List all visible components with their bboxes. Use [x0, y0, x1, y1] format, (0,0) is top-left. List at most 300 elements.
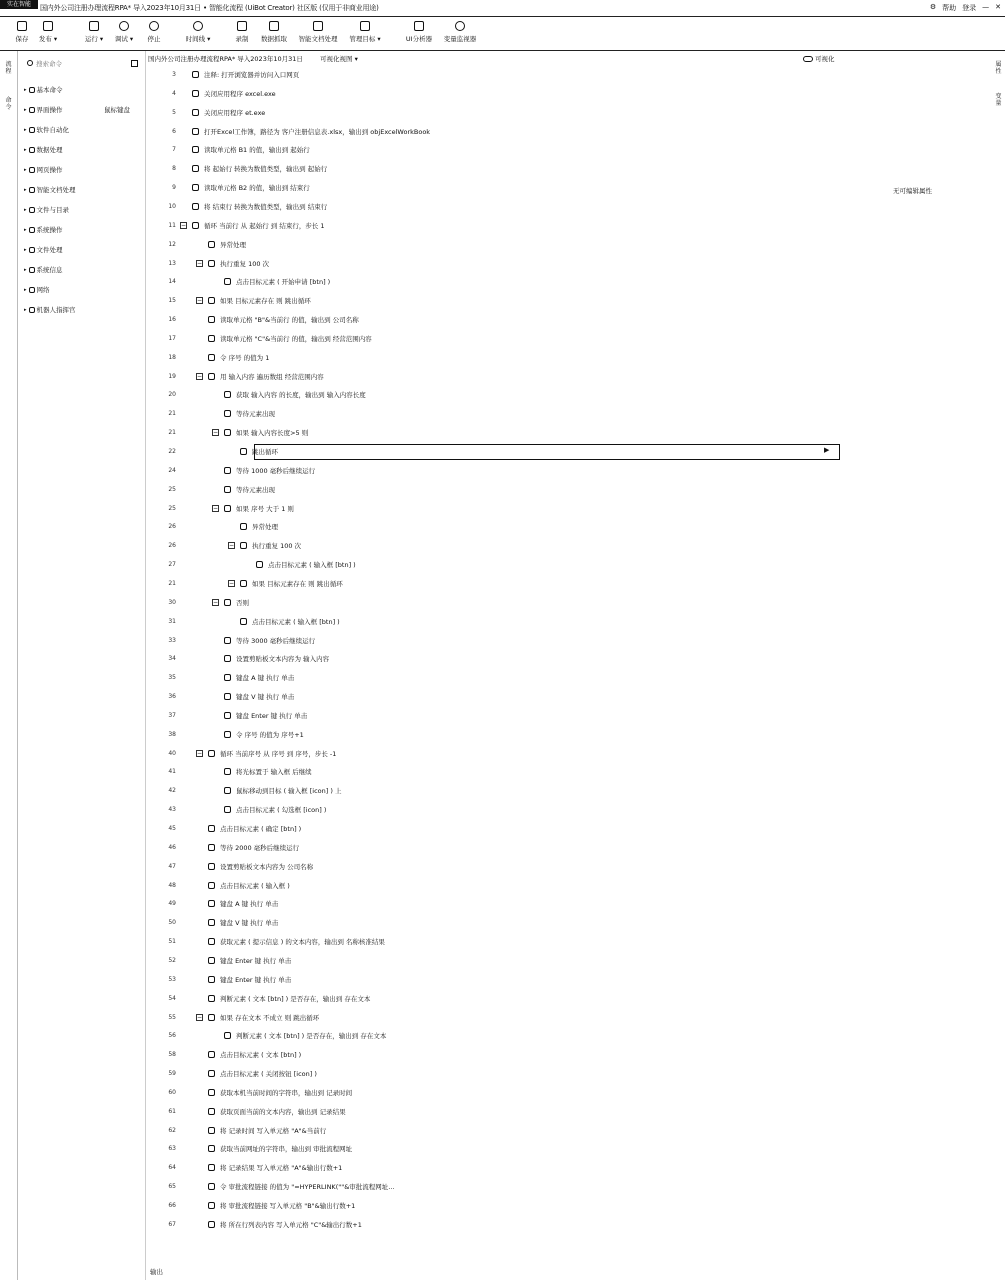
login-button[interactable]: 登录: [962, 4, 977, 12]
help-button[interactable]: 帮助: [942, 4, 957, 12]
command-icon: [208, 1051, 215, 1058]
step-text: 关闭应用程序 excel.exe: [204, 89, 276, 98]
line-number: 62: [168, 1126, 176, 1134]
step-text: 循环 当前行 从 起始行 到 结束行，步长 1: [204, 221, 325, 230]
flow-step[interactable]: [148, 349, 848, 368]
command-icon: [208, 1221, 215, 1228]
right-rail-tab-variables[interactable]: 变量: [995, 93, 1002, 107]
command-icon: [192, 128, 199, 135]
line-number: 43: [168, 806, 176, 814]
line-number: 42: [168, 787, 176, 795]
ui-analyzer-button[interactable]: UI分析器: [399, 19, 439, 49]
line-number: 60: [168, 1088, 176, 1096]
step-text: 注释: 打开浏览器并访问入口网页: [204, 71, 300, 79]
command-category[interactable]: [24, 125, 69, 134]
debug-button[interactable]: 调试 ▾: [104, 19, 144, 49]
flow-step[interactable]: [148, 1009, 848, 1028]
filter-icon[interactable]: [131, 60, 138, 67]
command-search: [22, 58, 140, 70]
step-text: 关闭应用程序 et.exe: [204, 108, 266, 117]
save-button[interactable]: 保存: [2, 19, 42, 49]
step-text: 执行重复 100 次: [220, 259, 270, 268]
flow-step[interactable]: [148, 1122, 848, 1141]
flow-step[interactable]: [148, 1140, 848, 1159]
flow-step[interactable]: [148, 613, 848, 632]
command-category-label: 系统信息: [36, 266, 63, 274]
command-icon: [208, 1089, 215, 1096]
line-number: 21: [168, 579, 176, 587]
command-category-label: 文件处理: [36, 246, 63, 254]
step-text: 获取页面当前的文本内容，输出到 记录结果: [220, 1107, 346, 1116]
line-number: 22: [168, 448, 176, 455]
step-text: 读取单元格 B2 的值，输出到 结束行: [204, 184, 310, 193]
flow-step[interactable]: [148, 481, 848, 500]
left-rail: [0, 51, 18, 1280]
help-icon[interactable]: ⚙: [929, 3, 937, 11]
command-category[interactable]: [24, 105, 63, 114]
data-capture-button[interactable]: 数据抓取: [254, 19, 294, 49]
command-icon: [192, 146, 199, 153]
publish-button[interactable]: 发布 ▾: [28, 19, 68, 49]
web-icon: [29, 167, 35, 173]
step-text: 点击目标元素 ( 输入框 [btn] ): [268, 561, 356, 570]
command-icon: [224, 467, 231, 474]
flow-step[interactable]: [148, 386, 848, 405]
command-category[interactable]: [24, 265, 63, 274]
flow-step-selected[interactable]: [148, 443, 848, 462]
system-icon: [29, 227, 35, 233]
folder-icon: [29, 207, 35, 213]
collapse-toggle-icon[interactable]: −: [197, 259, 203, 267]
step-text: 设置剪贴板文本内容为 公司名称: [220, 862, 314, 871]
flow-step[interactable]: [148, 632, 848, 651]
line-number: 33: [168, 636, 176, 644]
flow-step[interactable]: [148, 858, 848, 877]
record-button[interactable]: 录制: [222, 19, 262, 49]
command-category-label: 网页操作: [36, 166, 63, 174]
line-number: 27: [168, 561, 176, 569]
smart-doc-button[interactable]: 智能文档处理: [298, 19, 338, 49]
line-number: 40: [168, 749, 176, 757]
flow-step[interactable]: [148, 801, 848, 820]
chevron-right-icon: ▸: [24, 186, 27, 193]
step-text: 等待元素出现: [236, 485, 275, 494]
step-text: 将光标置于 输入框 后继续: [236, 768, 312, 777]
line-number: 16: [168, 316, 176, 324]
step-text: 判断元素 ( 文本 [btn] ) 是否存在，输出到 存在文本: [220, 994, 371, 1003]
flow-step[interactable]: [148, 1027, 848, 1046]
step-text: 判断元素 ( 文本 [btn] ) 是否存在，输出到 存在文本: [236, 1032, 387, 1041]
command-icon: [208, 1164, 215, 1171]
step-text: 将 结束行 转换为数值类型，输出到 结束行: [204, 202, 328, 211]
breadcrumb-path[interactable]: 国内外公司注册办理流程RPA* 导入2023年10月31日: [148, 55, 303, 63]
step-text: 点击目标元素 ( 开始申请 [btn] ): [236, 278, 331, 287]
line-number: 55: [168, 1013, 176, 1021]
line-number: 38: [168, 730, 176, 738]
collapse-toggle-icon[interactable]: −: [197, 297, 203, 305]
flow-step[interactable]: [148, 895, 848, 914]
flow-step[interactable]: [148, 1197, 848, 1216]
command-icon: [208, 1202, 215, 1209]
step-text: 令 序号 的值为 序号+1: [236, 730, 304, 739]
line-number: 15: [168, 297, 176, 305]
step-text: 键盘 Enter 键 执行 单击: [220, 975, 292, 984]
step-text: 如果 目标元素存在 则 跳出循环: [220, 297, 311, 306]
line-number: 19: [168, 372, 176, 380]
left-rail-tab-flow[interactable]: 流程: [5, 61, 12, 75]
ui-analyzer-icon: [414, 21, 424, 31]
step-text: 设置剪贴板文本内容为 输入内容: [236, 655, 330, 664]
collapse-toggle-icon[interactable]: −: [229, 579, 235, 587]
title-bar: [0, 0, 1005, 17]
command-icon: [208, 241, 215, 248]
step-text: 如果 输入内容长度>5 则: [236, 429, 309, 438]
flow-step[interactable]: [148, 688, 848, 707]
line-number: 50: [168, 919, 176, 927]
no-properties-text: 无可编辑属性: [893, 187, 932, 195]
collapse-toggle-icon[interactable]: −: [197, 749, 203, 757]
data-capture-icon: [269, 21, 279, 31]
software-icon: [29, 127, 35, 133]
flow-step[interactable]: [148, 255, 848, 274]
flow-step[interactable]: [148, 236, 848, 255]
flow-step[interactable]: [148, 763, 848, 782]
view-selector[interactable]: 可视化视图 ▾: [320, 55, 358, 63]
chevron-right-icon: ▸: [24, 286, 27, 293]
flow-step[interactable]: [148, 179, 848, 198]
flow-step[interactable]: [148, 594, 848, 613]
line-number: 53: [168, 975, 176, 983]
command-icon: [224, 768, 231, 775]
command-icon: [224, 712, 231, 719]
command-search-input[interactable]: [36, 58, 126, 70]
step-text: 如果 序号 大于 1 则: [236, 504, 294, 513]
line-number: 31: [168, 617, 176, 625]
right-rail: [991, 51, 1005, 1280]
line-number: 65: [168, 1183, 176, 1191]
var-monitor-icon: [455, 21, 465, 31]
flow-step[interactable]: [148, 500, 848, 519]
command-icon: [208, 1183, 215, 1190]
step-text: 键盘 A 键 执行 单击: [236, 674, 295, 683]
step-text: 将 记录时间 写入单元格 "A"&当前行: [220, 1126, 327, 1135]
command-icon: [224, 731, 231, 738]
flow-step[interactable]: [148, 123, 848, 142]
flow-step[interactable]: [148, 556, 848, 575]
flow-step[interactable]: [148, 782, 848, 801]
step-text: 获取 输入内容 的长度，输出到 输入内容长度: [236, 391, 366, 400]
flow-step[interactable]: [148, 311, 848, 330]
command-icon: [208, 882, 215, 889]
collapse-toggle-icon[interactable]: −: [213, 504, 219, 512]
ui-icon: [29, 107, 35, 113]
flow-step[interactable]: [148, 405, 848, 424]
timeline-button[interactable]: 时间线 ▾: [178, 19, 218, 49]
command-icon: [224, 693, 231, 700]
line-number: 25: [168, 504, 176, 512]
command-icon: [208, 957, 215, 964]
command-icon: [208, 1070, 215, 1077]
command-icon: [192, 109, 199, 116]
collapse-toggle-icon[interactable]: −: [213, 429, 219, 437]
visual-toggle[interactable]: 可视化: [803, 54, 835, 63]
flow-step[interactable]: [148, 933, 848, 952]
run-icon: [89, 21, 99, 31]
flow-step[interactable]: [148, 66, 848, 85]
line-number: 13: [168, 259, 176, 267]
close-button[interactable]: ✕: [995, 3, 1001, 11]
collapse-toggle-icon[interactable]: −: [229, 542, 235, 550]
chevron-right-icon: ▸: [24, 246, 27, 253]
command-icon: [224, 637, 231, 644]
chevron-right-icon: ▸: [24, 126, 27, 133]
step-text: 键盘 V 键 执行 单击: [236, 693, 295, 702]
command-icon: [224, 655, 231, 662]
flow-step[interactable]: [148, 914, 848, 933]
step-text: 将 起始行 转换为数值类型，输出到 起始行: [204, 165, 328, 174]
line-number: 21: [168, 410, 176, 418]
line-number: 26: [168, 542, 176, 550]
toggle-switch-icon: [803, 56, 813, 62]
command-category[interactable]: [24, 205, 69, 214]
flow-step[interactable]: [148, 217, 848, 236]
flow-step[interactable]: [148, 537, 848, 556]
command-icon: [224, 787, 231, 794]
line-number: 30: [168, 598, 176, 606]
info-icon: [29, 267, 35, 273]
stop-icon: [149, 21, 159, 31]
flow-step[interactable]: [148, 726, 848, 745]
flow-step[interactable]: [148, 104, 848, 123]
flow-step[interactable]: [148, 273, 848, 292]
flow-step[interactable]: [148, 292, 848, 311]
run-to-here-icon[interactable]: ▶: [824, 446, 830, 454]
save-icon: [17, 21, 27, 31]
step-text: 等待 2000 毫秒后继续运行: [220, 843, 300, 852]
collapse-toggle-icon[interactable]: −: [197, 372, 203, 380]
command-category[interactable]: [24, 145, 63, 154]
chevron-right-icon: ▸: [24, 86, 27, 93]
clock-icon: [193, 21, 203, 31]
flow-step[interactable]: [148, 462, 848, 481]
flow-step[interactable]: [148, 1216, 848, 1235]
command-icon: [208, 373, 215, 380]
line-number: 52: [168, 956, 176, 964]
line-number: 24: [168, 466, 176, 474]
flow-step[interactable]: [148, 707, 848, 726]
step-text: 获取当前网址的字符串，输出到 审批流程网址: [220, 1145, 353, 1154]
record-icon: [237, 21, 247, 31]
flow-step[interactable]: [148, 839, 848, 858]
line-number: 45: [168, 825, 176, 832]
flow-step[interactable]: [148, 1103, 848, 1122]
step-text: 等待元素出现: [236, 410, 275, 419]
command-icon: [208, 1014, 215, 1021]
flow-step[interactable]: [148, 160, 848, 179]
flow-step[interactable]: [148, 1178, 848, 1197]
command-icon: [224, 410, 231, 417]
command-icon: [208, 1108, 215, 1115]
flow-step[interactable]: [148, 1065, 848, 1084]
command-icon: [192, 71, 199, 78]
command-icon: [224, 806, 231, 813]
step-text: 键盘 Enter 键 执行 单击: [236, 711, 308, 720]
collapse-toggle-icon[interactable]: −: [181, 221, 187, 229]
flow-step[interactable]: [148, 141, 848, 160]
output-panel-tab[interactable]: 输出: [150, 1268, 163, 1276]
step-text: 循环 当前序号 从 序号 到 序号，步长 -1: [220, 749, 337, 758]
step-text: 点击目标元素 ( 文本 [btn] ): [220, 1051, 302, 1060]
step-text: 打开Excel工作簿，路径为 客户注册信息表.xlsx，输出到 objExcelWorkBook: [204, 127, 431, 136]
command-subcategory[interactable]: 鼠标键盘: [104, 106, 130, 114]
line-number: 18: [168, 353, 176, 361]
flow-step[interactable]: [148, 1084, 848, 1103]
step-text: 键盘 Enter 键 执行 单击: [220, 956, 292, 965]
ribbon-toolbar: [0, 17, 1005, 51]
step-text: 将 所在行列表内容 写入单元格 "C"&输出行数+1: [220, 1220, 362, 1229]
step-text: 如果 目标元素存在 则 跳出循环: [252, 579, 343, 588]
flow-step[interactable]: [148, 368, 848, 387]
collapse-toggle-icon[interactable]: −: [213, 598, 219, 606]
command-icon: [192, 90, 199, 97]
flow-step[interactable]: [148, 669, 848, 688]
chevron-right-icon: ▸: [24, 306, 27, 313]
step-text: 鼠标移动到目标 ( 输入框 [icon] ) 上: [236, 787, 342, 796]
line-number: 48: [168, 881, 176, 889]
command-icon: [224, 674, 231, 681]
line-number: 34: [168, 655, 176, 663]
command-category[interactable]: [24, 85, 63, 94]
flow-step[interactable]: [148, 1159, 848, 1178]
command-icon: [240, 448, 247, 455]
collapse-toggle-icon[interactable]: −: [197, 1013, 203, 1021]
command-panel: [18, 51, 146, 1280]
command-category[interactable]: [24, 185, 76, 194]
flow-step[interactable]: [148, 745, 848, 764]
line-number: 67: [168, 1220, 176, 1228]
flow-step[interactable]: [148, 1046, 848, 1065]
line-number: 17: [168, 334, 176, 342]
flow-step[interactable]: [148, 198, 848, 217]
smart-doc-icon: [313, 21, 323, 31]
command-icon: [208, 335, 215, 342]
command-category[interactable]: [24, 225, 63, 234]
flow-step[interactable]: [148, 518, 848, 537]
chevron-right-icon: ▸: [24, 166, 27, 173]
var-monitor-button[interactable]: 变量监视器: [440, 19, 480, 49]
command-category-label: 界面操作: [36, 106, 63, 114]
command-icon: [208, 1145, 215, 1152]
chevron-right-icon: ▸: [24, 106, 27, 113]
step-text: 点击目标元素 ( 输入框 ): [220, 881, 290, 890]
command-icon: [192, 165, 199, 172]
search-icon: [27, 60, 33, 66]
step-text: 点击目标元素 ( 勾选框 [icon] ): [236, 806, 327, 815]
command-category-label: 机器人指挥官: [36, 306, 76, 314]
command-category-label: 智能文档处理: [36, 186, 76, 194]
line-number: 12: [168, 240, 176, 248]
manage-target-button[interactable]: 管理目标 ▾: [345, 19, 385, 49]
run-button[interactable]: 运行 ▾: [74, 19, 114, 49]
line-number: 37: [168, 711, 176, 719]
selection-outline: [254, 444, 840, 460]
command-icon: [208, 900, 215, 907]
flow-step[interactable]: [148, 650, 848, 669]
command-icon: [192, 184, 199, 191]
command-icon: [208, 844, 215, 851]
command-icon: [208, 260, 215, 267]
line-number: 25: [168, 485, 176, 493]
command-category-label: 软件自动化: [36, 126, 70, 134]
minimize-button[interactable]: —: [982, 3, 990, 11]
step-text: 读取单元格 B1 的值，输出到 起始行: [204, 146, 310, 155]
flow-step[interactable]: [148, 575, 848, 594]
line-number: 35: [168, 674, 176, 682]
command-category[interactable]: [24, 305, 76, 314]
command-icon: [224, 505, 231, 512]
line-number: 4: [172, 89, 176, 97]
line-number: 11: [168, 221, 176, 229]
line-number: 49: [168, 900, 176, 908]
flow-step[interactable]: [148, 971, 848, 990]
right-rail-tab-properties[interactable]: 属性: [995, 61, 1002, 75]
flow-step[interactable]: [148, 85, 848, 104]
command-icon: [208, 297, 215, 304]
chevron-right-icon: ▸: [24, 226, 27, 233]
debug-icon: [119, 21, 129, 31]
command-icon: [208, 825, 215, 832]
line-number: 47: [168, 862, 176, 870]
step-text: 异常处理: [220, 240, 246, 249]
command-icon: [208, 316, 215, 323]
flow-step[interactable]: [148, 820, 848, 839]
line-number: 63: [168, 1145, 176, 1153]
line-number: 9: [172, 184, 176, 192]
flow-step[interactable]: [148, 877, 848, 896]
line-number: 8: [172, 165, 176, 173]
step-text: 读取单元格 "C"&当前行 的值，输出到 经营范围内容: [220, 334, 372, 343]
flow-step[interactable]: [148, 330, 848, 349]
step-text: 键盘 V 键 执行 单击: [220, 919, 279, 928]
chevron-right-icon: ▸: [24, 146, 27, 153]
command-category[interactable]: [24, 285, 50, 294]
command-icon: [208, 354, 215, 361]
line-number: 36: [168, 693, 176, 701]
command-category-label: 系统操作: [36, 226, 63, 234]
step-text: 执行重复 100 次: [252, 542, 302, 551]
step-text: 点击目标元素 ( 输入框 [btn] ): [252, 617, 340, 626]
line-number: 51: [168, 938, 176, 946]
left-rail-tab-commands[interactable]: 命令: [5, 97, 12, 111]
stop-button[interactable]: 停止: [134, 19, 174, 49]
flow-step[interactable]: [148, 952, 848, 971]
command-category-label: 网络: [36, 286, 50, 294]
line-number: 6: [172, 127, 176, 135]
command-icon: [224, 429, 231, 436]
command-icon: [208, 919, 215, 926]
command-category[interactable]: [24, 245, 63, 254]
flow-step[interactable]: [148, 424, 848, 443]
step-text: 用 输入内容 遍历数组 经营范围内容: [220, 372, 324, 381]
step-text: 读取单元格 "B"&当前行 的值，输出到 公司名称: [220, 316, 359, 325]
line-number: 26: [168, 523, 176, 531]
publish-icon: [43, 21, 53, 31]
line-number: 58: [168, 1051, 176, 1059]
command-category[interactable]: [24, 165, 63, 174]
line-number: 61: [168, 1107, 176, 1115]
doc-icon: [29, 187, 35, 193]
flow-step[interactable]: [148, 990, 848, 1009]
